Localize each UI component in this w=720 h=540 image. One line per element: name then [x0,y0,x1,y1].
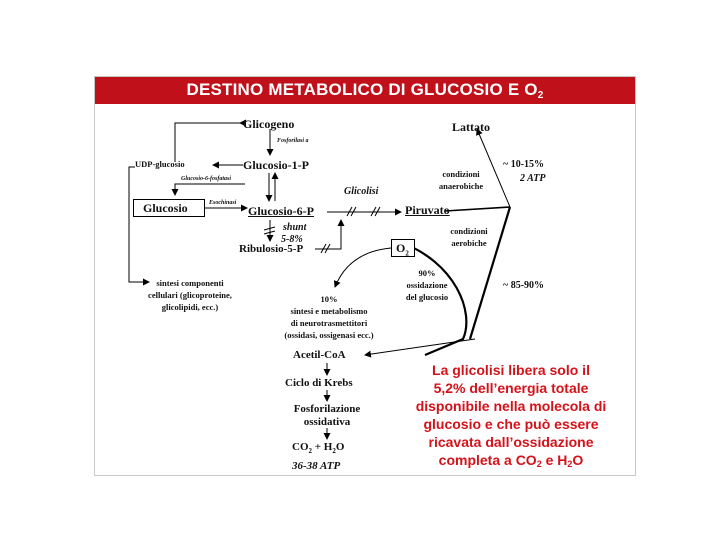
arrow-sintesi-componenti [129,167,149,282]
products-label [292,441,344,455]
piruvato-label: Piruvato [405,203,450,217]
branch-stem [445,207,510,211]
note-last-mid: e H [541,452,568,468]
fosforilazione-line-2: ossidativa [303,416,351,428]
arrow-glicogeno-loop [175,123,240,162]
fosforilasi-label: Fosforilasi a [277,138,309,144]
ossidazione-line-2: ossidazione [406,280,448,290]
aerobic-line-2: aerobiche [451,238,487,248]
note-last-prefix: completa a CO [438,452,537,468]
shunt-label: shunt [283,222,307,233]
note-last-sub-1: 2 [536,459,542,469]
anaerobic-line-2: anaerobiche [438,181,484,191]
sintesi-componenti-line-2: cellulari (glicoproteine, [148,290,232,300]
aerobic-line-1: condizioni [450,226,488,236]
title-text: DESTINO METABOLICO DI GLUCOSIO E O [186,80,538,99]
products-o: O [335,441,345,453]
note-last-sub-2: 2 [567,459,573,469]
anaerobic-line-1: condizioni [442,169,480,179]
sintesi-metabolismo-line-1: 10% [320,294,338,304]
fosforilazione-line-1: Fosforilazione [293,403,361,415]
note-line-6 [391,451,631,473]
sintesi-componenti-line-3: glicolipidi, ecc.) [161,302,219,312]
udp-glucosio-label: UDP-glucosio [135,159,185,169]
title-subscript: 2 [537,90,544,101]
note-line-2: 5,2% dell’energia totale [433,380,589,396]
o2-text: O [396,241,406,255]
arrow-o2-sintesi [335,248,391,287]
ciclo-krebs-label: Ciclo di Krebs [285,377,353,389]
anaerobic-percent: ~ 10-15% [503,159,545,170]
slide [94,76,636,476]
aerobic-conditions [435,225,503,249]
note-line-1: La glicolisi libera solo il [432,362,590,378]
fosfatasi-label: Glucosio-6-fosfatasi [181,176,231,182]
arrow-ribulosio-back [315,220,341,249]
note-line-4: glucosio e che può essere [423,416,599,432]
note-last-suffix: O [572,452,584,468]
ossidazione-block [391,267,463,303]
products-plus-h: + H [312,441,333,453]
o2-label [396,241,409,257]
glicolisi-note [391,361,631,473]
o2-subscript: 2 [405,249,409,258]
glucosio-box [133,199,205,217]
sintesi-metabolismo-line-4: (ossidasi, ossigenasi ecc.) [284,330,374,340]
glicogeno-label: Glicogeno [243,117,295,131]
products-sub-1: 2 [308,447,312,456]
acetil-coa-label: Acetil-CoA [293,349,346,361]
anaerobic-atp: 2 ATP [520,173,546,184]
sintesi-metabolismo-block [265,293,393,341]
sintesi-metabolismo-line-3: di neurotrasmettitori [290,318,368,328]
arrow-fosfatasi [175,184,245,195]
glicolisi-label: Glicolisi [344,186,379,197]
fosforilazione-block [275,403,379,429]
atp-yield-label: 36-38 ATP [292,460,341,472]
products-co: CO [292,441,309,453]
shunt-percent: 5-8% [281,234,303,245]
o2-box [391,239,415,257]
glucosio-1p-label: Glucosio-1-P [243,158,309,172]
ribulosio-5p-label: Ribulosio-5-P [239,243,304,255]
sintesi-componenti-line-1: sintesi componenti [156,278,224,288]
lattato-label: Lattato [452,120,490,134]
sintesi-componenti-block [135,277,245,313]
ossidazione-line-1: 90% [418,268,436,278]
note-line-3: disponibile nella molecola di [415,398,607,414]
ossidazione-line-3: del glucosio [405,292,449,302]
esochinasi-label: Esochinasi [209,200,237,206]
products-sub-2: 2 [332,447,336,456]
glucosio-6p-label: Glucosio-6-P [248,204,314,218]
anaerobic-conditions [427,168,495,192]
glucosio-label: Glucosio [143,201,188,215]
sintesi-metabolismo-line-2: sintesi e metabolismo [290,306,368,316]
note-line-5: ricavata dall’ossidazione [428,434,594,450]
arrow-to-acetilcoa [365,339,475,355]
aerobic-percent: ~ 85-90% [503,280,545,291]
